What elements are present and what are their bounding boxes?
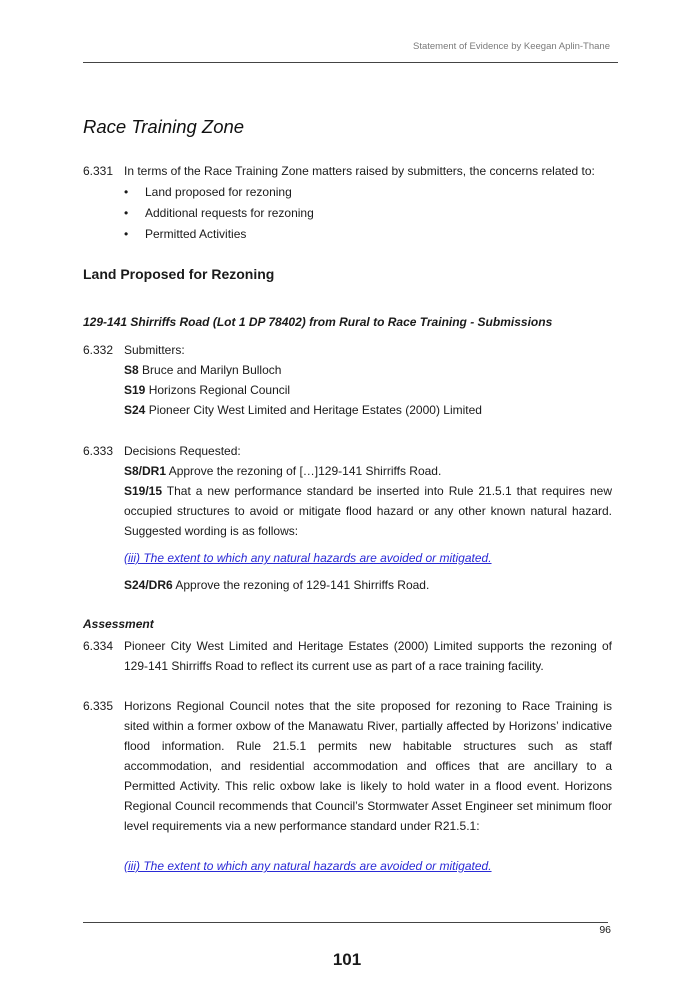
para-number-6331: 6.331 [83,164,114,178]
para-6331-text: In terms of the Race Training Zone matters raised by submitters, the concerns related to: [124,164,595,178]
section-heading: Land Proposed for Rezoning [83,266,275,282]
bullet-item-2: Additional requests for rezoning [145,206,314,220]
decision-s19-15: S19/15 That a new performance standard be inserted into Rule 21.5.1 that requires new occupied structures to avoid or mitigate flood hazard or any other known natural hazard. Suggested wording is as follows: [124,484,612,538]
page-title: Race Training Zone [83,116,245,137]
wording-link[interactable]: (iii) The extent to which any natural hazards are avoided or mitigated. [124,859,492,873]
assessment-heading: Assessment [83,617,154,631]
suggested-wording-link[interactable]: (iii) The extent to which any natural hazards are avoided or mitigated. [124,551,492,565]
para-number-6334: 6.334 [83,639,114,653]
bullet-item-1: Land proposed for rezoning [145,185,292,199]
header-rule [83,62,618,63]
page-number-small: 96 [599,924,611,936]
decision-s8-dr1: S8/DR1 Approve the rezoning of […]129-141 Shirriffs Road. [124,464,442,478]
page-number-large: 101 [332,950,362,969]
para-number-6332: 6.332 [83,343,114,357]
bullet-item-3: Permitted Activities [145,227,247,241]
decision-s24-dr6: S24/DR6 Approve the rezoning of 129-141 Shirriffs Road. [124,578,430,592]
para-number-6335: 6.335 [83,699,114,713]
para-number-6333: 6.333 [83,444,114,458]
submitters-label: Submitters: [124,343,185,357]
submitter-s24: S24 Pioneer City West Limited and Heritage Estates (2000) Limited [124,403,482,417]
running-header: Statement of Evidence by Keegan Aplin-Thane [413,41,610,52]
bullet-marker: • [124,206,129,220]
para-6335-text: Horizons Regional Council notes that the site proposed for rezoning to Race Training is sited within a former oxbow of the Manawatu River, partially affected by Horizons’ indicative flood information. Rule 21.5.1 permits new habitable structures such as staff accommodation, and residential accommodation and offices that are ancillary to a Permitted Activity. This relic oxbow lake is likely to hold water in a flood event. Horizons Regional Council recommends that Council’s Stormwater Asset Engineer set minimum floor level requirements via a new performance standard under R21.5.1: [124,699,612,833]
para-6334-text: Pioneer City West Limited and Heritage Estates (2000) Limited supports the rezoning of 129-141 Shirriffs Road to reflect its current use as part of a race training facility. [124,639,612,673]
submitter-s8: S8 Bruce and Marilyn Bulloch [124,363,282,377]
para-6333 [124,441,612,595]
submitter-s19: S19 Horizons Regional Council [124,383,291,397]
footer-rule [83,922,608,923]
subheading: 129-141 Shirriffs Road (Lot 1 DP 78402) from Rural to Race Training - Submissions [83,315,553,329]
bullet-marker: • [124,227,129,241]
bullet-marker: • [124,185,129,199]
decisions-label: Decisions Requested: [124,444,241,458]
para-6332 [124,340,612,420]
